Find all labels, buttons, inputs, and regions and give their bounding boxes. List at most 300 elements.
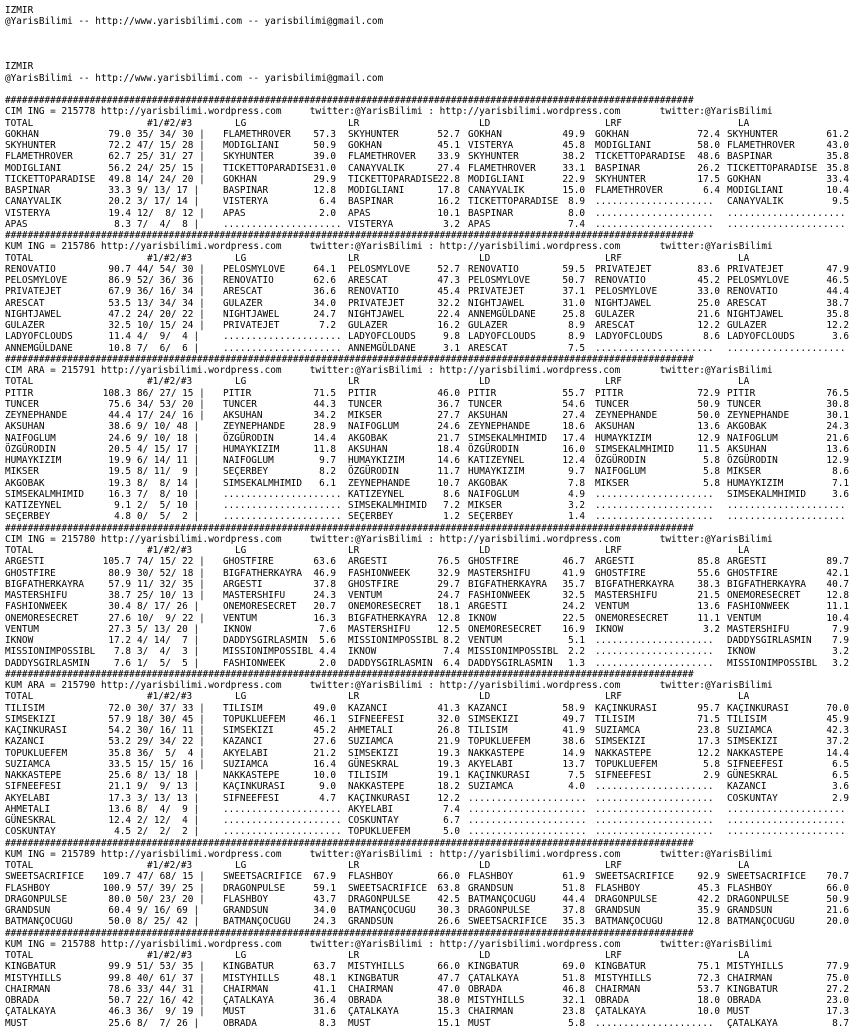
ld-score: 38.2	[562, 151, 585, 163]
ld-horse-name: PELOSMYLOVE	[468, 275, 531, 286]
lr-score: 47.0	[437, 983, 460, 995]
total-score: 79.0	[108, 128, 131, 140]
la-horse-name: CANAYVALIK	[727, 196, 784, 208]
total-score: 27.6	[108, 612, 131, 624]
lrf-score: 72.3	[697, 972, 720, 984]
lg-score: 21.2	[313, 747, 336, 759]
lg-score: 6.1	[319, 477, 336, 489]
la-score: 45.9	[826, 713, 849, 725]
total-horse-name: APAS	[5, 218, 28, 230]
la-horse-name: ARESCAT	[727, 297, 767, 309]
total-horse-name: SIMSEKALMHIMID	[5, 488, 85, 500]
column-ld-label: LD	[479, 376, 491, 388]
total-horse-name: GOKHAN	[5, 128, 39, 140]
section-title: KUM ING = 215788 http://yarisbilimi.wordpress.com twitter:@YarisBilimi : http://yarisbilimi.wordpress.com twitter:@YarisBilimi	[5, 938, 773, 950]
total-score: 19.4	[108, 207, 131, 219]
lg-horse-name: VENTUM	[223, 612, 257, 624]
total-horse-name: AKSUHAN	[5, 421, 45, 433]
ld-score: 31.0	[562, 297, 585, 309]
total-horse-name: COSKUNTAY	[5, 826, 56, 838]
column-ld-label: LD	[479, 691, 491, 703]
split-values: 4/ 9/ 4 |	[137, 331, 200, 343]
column-lr-label: LR	[348, 117, 360, 129]
la-horse-name: .....................	[727, 511, 846, 523]
lg-horse-name: APAS	[223, 207, 246, 219]
split-values: 36/ 5/ 4 |	[137, 747, 205, 759]
lr-horse-name: PRIVATEJET	[348, 297, 405, 309]
total-score: 32.5	[108, 320, 131, 331]
total-score: 10.8	[108, 342, 131, 354]
lr-score: 10.1	[437, 207, 460, 219]
ld-horse-name: MIKSER	[468, 500, 502, 511]
la-horse-name: FLAMETHROVER	[727, 140, 795, 151]
lg-score: 64.1	[313, 263, 336, 275]
la-score: 10.4	[826, 185, 849, 196]
lr-horse-name: MUST	[348, 1017, 371, 1029]
lr-score: 8.6	[443, 488, 460, 500]
la-horse-name: GOKHAN	[727, 173, 761, 185]
lr-score: 41.3	[437, 702, 460, 714]
lr-horse-name: BIGFATHERKAYRA	[348, 612, 428, 624]
lrf-score: 12.9	[697, 432, 720, 444]
lrf-horse-name: .....................	[595, 635, 714, 646]
split-values: 35/ 34/ 30 |	[137, 128, 205, 140]
lr-horse-name: GHOSTFIRE	[348, 578, 399, 590]
la-horse-name: VENTUM	[727, 612, 761, 624]
lg-score: 46.1	[313, 713, 336, 725]
ld-score: 12.4	[562, 455, 585, 466]
lg-horse-name: HUMAYKIZIM	[223, 443, 280, 455]
lr-horse-name: SIMSEKALMHIMID	[348, 500, 428, 511]
split-values: 2/ 5/ 10 |	[137, 500, 200, 511]
lg-score: 50.9	[313, 140, 336, 151]
lr-score: 16.2	[437, 320, 460, 331]
lr-horse-name: VISTERYA	[348, 218, 394, 230]
la-horse-name: AKGOBAK	[727, 421, 767, 433]
table-row	[5, 410, 853, 421]
ld-horse-name: TILISIM	[468, 725, 508, 736]
total-horse-name: KAÇINKURASI	[5, 725, 68, 736]
ld-score: 8.9	[568, 320, 585, 331]
la-score: 12.9	[826, 455, 849, 466]
ld-horse-name: DRAGONPULSE	[468, 905, 531, 916]
ld-score: 2.2	[568, 646, 585, 658]
la-horse-name: KAÇINKURASI	[727, 702, 790, 714]
ld-score: 32.5	[562, 590, 585, 601]
lr-horse-name: TILISIM	[348, 770, 388, 781]
ld-score: 35.7	[562, 578, 585, 590]
lr-horse-name: ÇATALKAYA	[348, 1006, 399, 1018]
split-values: 18/ 30/ 45 |	[137, 713, 205, 725]
la-score: 3.6	[832, 488, 849, 500]
la-horse-name: TUNCER	[727, 398, 761, 410]
lg-score: 8.3	[319, 1017, 336, 1029]
ld-score: 59.5	[562, 263, 585, 275]
total-horse-name: TOPUKLUEFEM	[5, 747, 68, 759]
la-score: 75.0	[826, 972, 849, 984]
lg-score: 24.7	[313, 308, 336, 320]
lr-horse-name: KINGBATUR	[348, 972, 399, 984]
total-horse-name: ANNEMGÜLDANE	[5, 342, 73, 354]
total-horse-name: HUMAYKIZIM	[5, 455, 62, 466]
lrf-horse-name: MIKSER	[595, 477, 629, 489]
lr-horse-name: SIFNEEFESI	[348, 713, 405, 725]
column-lrf-label: LRF	[605, 950, 622, 961]
split-values: 22/ 16/ 42 |	[137, 995, 205, 1006]
ld-horse-name: TUNCER	[468, 398, 502, 410]
split-values: 1/ 5/ 5 |	[137, 657, 200, 669]
total-horse-name: KINGBATUR	[5, 961, 56, 973]
total-score: 60.4	[108, 905, 131, 916]
lrf-horse-name: .....................	[595, 826, 714, 838]
total-score: 30.4	[108, 601, 131, 613]
lr-score: 24.7	[437, 590, 460, 601]
table-row	[5, 185, 853, 196]
lrf-horse-name: GHOSTFIRE	[595, 567, 646, 579]
lr-score: 47.3	[437, 275, 460, 286]
lrf-horse-name: .....................	[595, 196, 714, 208]
lrf-horse-name: OBRADA	[595, 995, 629, 1006]
column-la-label: LA	[738, 950, 750, 961]
la-horse-name: .....................	[727, 218, 846, 230]
lg-horse-name: ARGESTI	[223, 578, 263, 590]
ld-horse-name: MODIGLIANI	[468, 173, 525, 185]
lrf-horse-name: .....................	[595, 815, 714, 826]
lr-score: 33.9	[437, 151, 460, 163]
lg-horse-name: SUZIAMCA	[223, 758, 269, 770]
total-score: 16.3	[108, 488, 131, 500]
column-la-label: LA	[738, 117, 750, 129]
table-row	[5, 163, 853, 174]
total-horse-name: VENTUM	[5, 623, 39, 635]
total-score: 53.2	[108, 736, 131, 748]
lg-horse-name: .....................	[223, 826, 342, 838]
la-horse-name: CHAIRMAN	[727, 972, 773, 984]
ld-score: 1.4	[568, 511, 585, 523]
la-horse-name: NAIFOGLUM	[727, 432, 778, 444]
la-score: 14.4	[826, 747, 849, 759]
lrf-score: 10.0	[697, 1006, 720, 1018]
ld-horse-name: KAÇINKURASI	[468, 770, 531, 781]
la-score: 2.9	[832, 792, 849, 804]
ld-score: 58.9	[562, 702, 585, 714]
lr-horse-name: LADYOFCLOUDS	[348, 331, 416, 343]
total-horse-name: MIKSER	[5, 466, 39, 478]
lr-horse-name: ANNEMGÜLDANE	[348, 342, 416, 354]
column-lrf-label: LRF	[605, 691, 622, 703]
lr-score: 8.2	[443, 635, 460, 646]
table-row	[5, 433, 853, 444]
ld-horse-name: FLAMETHROVER	[468, 162, 536, 174]
separator: ##########################################################################################################################	[5, 668, 694, 680]
lr-horse-name: FLAMETHROVER	[348, 151, 416, 163]
ld-score: 50.7	[562, 275, 585, 286]
lr-horse-name: FLASHBOY	[348, 871, 394, 883]
column-lr-label: LR	[348, 691, 360, 703]
ld-horse-name: MASTERSHIFU	[468, 567, 531, 579]
total-score: 90.7	[108, 263, 131, 275]
lrf-horse-name: ÇATALKAYA	[595, 1006, 646, 1018]
table-row	[5, 826, 853, 837]
lg-horse-name: MASTERSHIFU	[223, 590, 286, 601]
la-horse-name: NAKKASTEPE	[727, 747, 784, 759]
la-score: 21.6	[826, 432, 849, 444]
column-lrf-label: LRF	[605, 376, 622, 388]
total-score: 11.4	[108, 331, 131, 343]
lrf-score: 50.0	[697, 410, 720, 421]
ld-score: 33.1	[562, 162, 585, 174]
total-horse-name: PELOSMYLOVE	[5, 275, 68, 286]
ld-horse-name: RENOVATIO	[468, 263, 519, 275]
lrf-horse-name: .....................	[595, 1017, 714, 1029]
la-horse-name: SIMSEKALMHIMID	[727, 488, 807, 500]
lr-horse-name: TICKETTOPARADISE	[348, 173, 439, 185]
total-score: 27.3	[108, 623, 131, 635]
table-row	[5, 511, 853, 522]
document	[5, 5, 853, 1029]
total-score: 19.3	[108, 477, 131, 489]
la-score: 50.9	[826, 893, 849, 905]
la-score: 3.6	[832, 331, 849, 343]
la-horse-name: BIGFATHERKAYRA	[727, 578, 807, 590]
split-values: 8/ 25/ 42 |	[137, 916, 200, 928]
lrf-horse-name: PELOSMYLOVE	[595, 286, 658, 298]
lg-horse-name: IKNOW	[223, 623, 252, 635]
column-lr-label: LR	[348, 545, 360, 556]
column-lrf-label: LRF	[605, 252, 622, 264]
ld-score: 27.4	[562, 410, 585, 421]
ld-score: 3.2	[568, 500, 585, 511]
header-contact: @YarisBilimi -- http://www.yarisbilimi.com -- yarisbilimi@gmail.com	[5, 16, 384, 28]
total-score: 19.5	[108, 466, 131, 478]
ld-horse-name: KINGBATUR	[468, 961, 519, 973]
lg-horse-name: SIFNEEFESI	[223, 792, 280, 804]
column-header	[5, 545, 853, 556]
section-title: CIM ING = 215778 http://yarisbilimi.wordpress.com twitter:@YarisBilimi : http://yarisbilimi.wordpress.com twitter:@YarisBilimi	[5, 106, 773, 118]
la-horse-name: ONEMORESECRET	[727, 590, 801, 601]
lr-score: 12.8	[437, 612, 460, 624]
ld-horse-name: ANNEMGÜLDANE	[468, 308, 536, 320]
lr-horse-name: MISSIONIMPOSSIBL	[348, 635, 439, 646]
la-score: 24.3	[826, 421, 849, 433]
total-score: 49.8	[108, 173, 131, 185]
lg-horse-name: FASHIONWEEK	[223, 657, 286, 669]
ld-horse-name: LADYOFCLOUDS	[468, 331, 536, 343]
table-row	[5, 466, 853, 477]
total-score: 47.2	[108, 308, 131, 320]
ld-score: 7.5	[568, 770, 585, 781]
ld-horse-name: OBRADA	[468, 983, 502, 995]
lrf-score: 26.2	[697, 162, 720, 174]
lrf-score: 11.1	[697, 612, 720, 624]
total-horse-name: IKNOW	[5, 635, 34, 646]
lg-horse-name: ARESCAT	[223, 286, 263, 298]
total-horse-name: KATIZEYNEL	[5, 500, 62, 511]
lg-horse-name: .....................	[223, 511, 342, 523]
lrf-horse-name: IKNOW	[595, 623, 624, 635]
lg-score: 4.7	[319, 792, 336, 804]
lr-horse-name: MODIGLIANI	[348, 185, 405, 196]
table-row	[5, 264, 853, 275]
la-horse-name: .....................	[727, 803, 846, 815]
total-horse-name: MODIGLIANI	[5, 162, 62, 174]
table-row	[5, 421, 853, 432]
ld-horse-name: FASHIONWEEK	[468, 590, 531, 601]
ld-horse-name: SEÇERBEY	[468, 511, 514, 523]
header-city: IZMIR	[5, 5, 34, 16]
la-score: 33.4	[826, 173, 849, 185]
la-horse-name: KAZANCI	[727, 781, 767, 793]
lrf-horse-name: TOPUKLUEFEM	[595, 758, 658, 770]
lrf-horse-name: MODIGLIANI	[595, 140, 652, 151]
total-horse-name: TUNCER	[5, 398, 39, 410]
column-ld-label: LD	[479, 860, 491, 871]
total-score: 75.6	[108, 398, 131, 410]
lr-score: 26.8	[437, 725, 460, 736]
lr-score: 9.8	[443, 331, 460, 343]
separator: ##########################################################################################################################	[5, 522, 694, 534]
total-score: 105.7	[102, 556, 131, 568]
lrf-horse-name: TUNCER	[595, 398, 629, 410]
la-horse-name: MUST	[727, 1006, 750, 1018]
lr-score: 32.2	[437, 297, 460, 309]
lrf-score: 72.4	[697, 128, 720, 140]
lg-horse-name: SEÇERBEY	[223, 466, 269, 478]
ld-score: 23.8	[562, 1006, 585, 1018]
lrf-horse-name: SWEETSACRIFICE	[595, 871, 675, 883]
lr-score: 11.7	[437, 466, 460, 478]
lg-horse-name: .....................	[223, 500, 342, 511]
total-score: 72.0	[108, 702, 131, 714]
lr-horse-name: PELOSMYLOVE	[348, 263, 411, 275]
lrf-score: 5.8	[703, 758, 720, 770]
lg-score: 71.5	[313, 387, 336, 399]
race-sections	[5, 95, 853, 1029]
lr-horse-name: APAS	[348, 207, 371, 219]
column-header	[5, 118, 853, 129]
lr-horse-name: AHMETALI	[348, 725, 394, 736]
lrf-horse-name: BATMANÇOCUGU	[595, 916, 663, 928]
table-row	[5, 961, 853, 972]
la-horse-name: SUZIAMCA	[727, 725, 773, 736]
la-score: 20.0	[826, 916, 849, 928]
total-score: 108.3	[102, 387, 131, 399]
ld-score: 9.7	[568, 466, 585, 478]
column-lg-label: LG	[235, 691, 247, 703]
lg-score: 14.4	[313, 432, 336, 444]
lrf-horse-name: NAIFOGLUM	[595, 466, 646, 478]
lg-horse-name: MISSIONIMPOSSIBL	[223, 646, 314, 658]
lrf-horse-name: VENTUM	[595, 601, 629, 613]
ld-score: 5.1	[568, 635, 585, 646]
total-horse-name: BASPINAR	[5, 185, 51, 196]
lrf-score: 33.0	[697, 286, 720, 298]
la-horse-name: PRIVATEJET	[727, 263, 784, 275]
lr-horse-name: PITIR	[348, 387, 377, 399]
la-score: 42.3	[826, 725, 849, 736]
lr-score: 32.9	[437, 567, 460, 579]
la-score: 23.0	[826, 995, 849, 1006]
ld-horse-name: AKSUHAN	[468, 410, 508, 421]
ld-horse-name: BIGFATHERKAYRA	[468, 578, 548, 590]
ld-score: 8.0	[568, 207, 585, 219]
separator: ##########################################################################################################################	[5, 230, 694, 241]
total-score: 72.2	[108, 140, 131, 151]
lg-horse-name: NIGHTJAWEL	[223, 308, 280, 320]
lrf-horse-name: ARESCAT	[595, 320, 635, 331]
total-horse-name: KAZANCI	[5, 736, 45, 748]
lr-horse-name: FASHIONWEEK	[348, 567, 411, 579]
split-values: 2/ 12/ 4 |	[137, 815, 200, 826]
lg-score: 49.0	[313, 702, 336, 714]
la-horse-name: ARGESTI	[727, 556, 767, 568]
lr-horse-name: SIMSEKIZI	[348, 747, 399, 759]
column-lg-label: LG	[235, 376, 247, 388]
total-horse-name: FASHIONWEEK	[5, 601, 68, 613]
ld-score: 4.9	[568, 488, 585, 500]
ld-score: 22.9	[562, 173, 585, 185]
lrf-horse-name: PRIVATEJET	[595, 263, 652, 275]
split-values: 10/ 15/ 24 |	[137, 320, 205, 331]
lr-score: 38.0	[437, 995, 460, 1006]
table-row	[5, 309, 853, 320]
split-values: 13/ 34/ 34 |	[137, 297, 205, 309]
lg-score: 28.9	[313, 421, 336, 433]
lrf-score: 48.6	[697, 151, 720, 163]
split-values: 34/ 53/ 20 |	[137, 398, 205, 410]
total-horse-name: GÜNESKRAL	[5, 815, 56, 826]
lr-horse-name: NAIFOGLUM	[348, 421, 399, 433]
ld-horse-name: IKNOW	[468, 612, 497, 624]
table-row	[5, 208, 853, 219]
total-score: 99.8	[108, 972, 131, 984]
column-split-label: #1/#2/#3	[147, 117, 193, 129]
lr-score: 19.3	[437, 747, 460, 759]
lg-horse-name: AKYELABI	[223, 747, 269, 759]
lrf-score: 13.6	[697, 421, 720, 433]
lg-horse-name: FLASHBOY	[223, 893, 269, 905]
la-horse-name: BASPINAR	[727, 151, 773, 163]
table-row	[5, 399, 853, 410]
lr-horse-name: SKYHUNTER	[348, 128, 399, 140]
total-horse-name: FLASHBOY	[5, 882, 51, 894]
lrf-score: 5.8	[703, 466, 720, 478]
la-score: 10.4	[826, 612, 849, 624]
la-score: 30.1	[826, 410, 849, 421]
lrf-horse-name: GOKHAN	[595, 128, 629, 140]
column-split-label: #1/#2/#3	[147, 950, 193, 961]
lrf-score: 21.6	[697, 308, 720, 320]
total-horse-name: SKYHUNTER	[5, 140, 56, 151]
total-score: 78.6	[108, 983, 131, 995]
table-row	[5, 343, 853, 354]
la-horse-name: IKNOW	[727, 646, 756, 658]
ld-score: 17.4	[562, 432, 585, 444]
lg-horse-name: GOKHAN	[223, 173, 257, 185]
lg-score: 9.0	[319, 781, 336, 793]
lg-horse-name: DRAGONPULSE	[223, 882, 286, 894]
section-title: KUM ING = 215786 http://yarisbilimi.wordpress.com twitter:@YarisBilimi : http://yarisbilimi.wordpress.com twitter:@YarisBilimi	[5, 241, 773, 253]
lrf-horse-name: .....................	[595, 792, 714, 804]
table-row	[5, 196, 853, 207]
split-values: 86/ 27/ 15 |	[137, 387, 205, 399]
total-horse-name: ARESCAT	[5, 297, 45, 309]
lg-horse-name: SIMSEKALMHIMID	[223, 477, 303, 489]
total-score: 33.5	[108, 758, 131, 770]
lg-horse-name: .....................	[223, 331, 342, 343]
ld-score: 25.8	[562, 308, 585, 320]
ld-horse-name: VISTERYA	[468, 140, 514, 151]
